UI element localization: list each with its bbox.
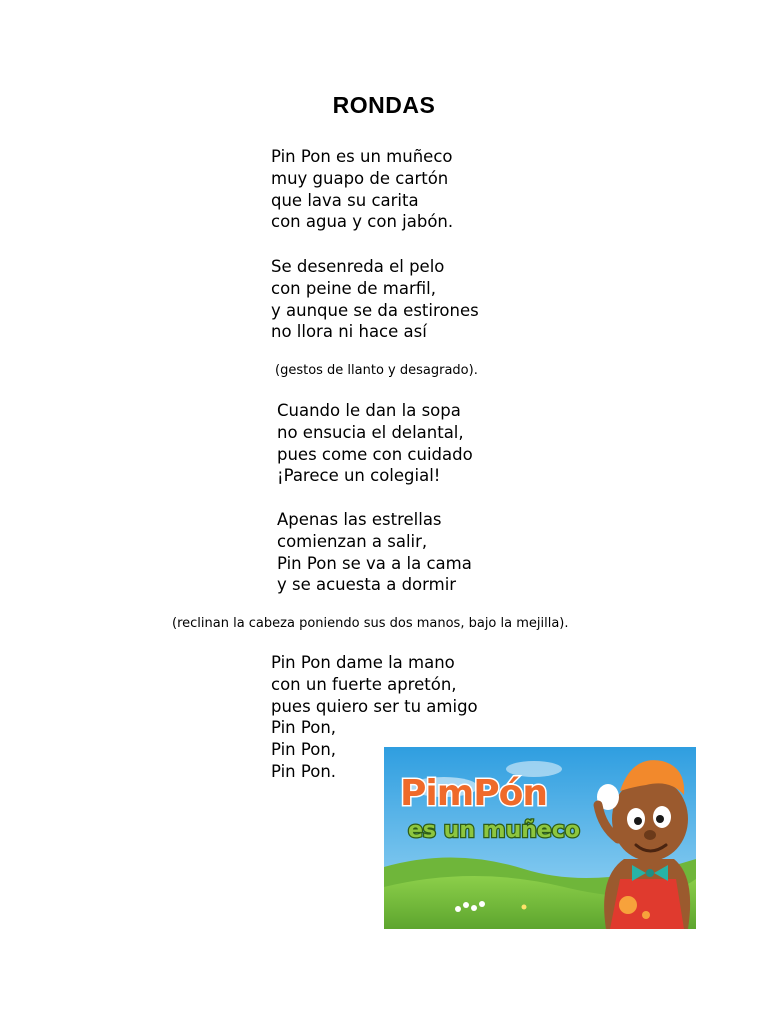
stanza-line: ¡Parece un colegial! bbox=[277, 466, 441, 486]
stanza-line: y se acuesta a dormir bbox=[277, 575, 457, 595]
logo-subtitle: es un muñeco bbox=[408, 818, 580, 843]
stanza-line: Pin Pon, bbox=[271, 718, 337, 738]
stanza-line: Apenas las estrellas bbox=[277, 510, 442, 529]
stanza-line: no ensucia el delantal, bbox=[277, 422, 464, 442]
stanza-line: Cuando le dan la sopa bbox=[277, 401, 461, 420]
stanza-line: Se desenreda el pelo bbox=[271, 257, 445, 276]
stage-direction-note: (gestos de llanto y desagrado). bbox=[275, 363, 478, 378]
stanza-line: con agua y con jabón. bbox=[271, 212, 454, 232]
stanza-1 bbox=[271, 146, 453, 233]
stanza-line: pues come con cuidado bbox=[277, 444, 473, 464]
pimpon-illustration bbox=[384, 747, 696, 929]
stanza-line: Pin Pon dame la mano bbox=[271, 653, 455, 672]
stanza-line: Pin Pon, bbox=[271, 740, 337, 760]
stage-direction-note: (reclinan la cabeza poniendo sus dos manos, bajo la mejilla). bbox=[172, 616, 569, 631]
stanza-line: y aunque se da estirones bbox=[271, 300, 479, 320]
pimpon-cartoon-image bbox=[384, 747, 696, 929]
stanza-line: Pin Pon. bbox=[271, 761, 337, 781]
stanza-line: comienzan a salir, bbox=[277, 531, 428, 551]
stanza-line: con peine de marfil, bbox=[271, 278, 436, 298]
stanza-line: que lava su carita bbox=[271, 190, 419, 210]
stanza-line: pues quiero ser tu amigo bbox=[271, 696, 478, 716]
stanza-line: no llora ni hace así bbox=[271, 322, 427, 342]
page-title: RONDAS bbox=[332, 92, 436, 118]
logo-title: PimPón bbox=[400, 773, 547, 814]
stanza-3 bbox=[277, 400, 473, 487]
stanza-line: Pin Pon se va a la cama bbox=[277, 553, 472, 573]
stanza-2 bbox=[271, 256, 479, 343]
stanza-line: Pin Pon es un muñeco bbox=[271, 147, 453, 166]
stanza-4 bbox=[277, 509, 472, 596]
stanza-line: muy guapo de cartón bbox=[271, 168, 449, 188]
stanza-line: con un fuerte apretón, bbox=[271, 674, 457, 694]
